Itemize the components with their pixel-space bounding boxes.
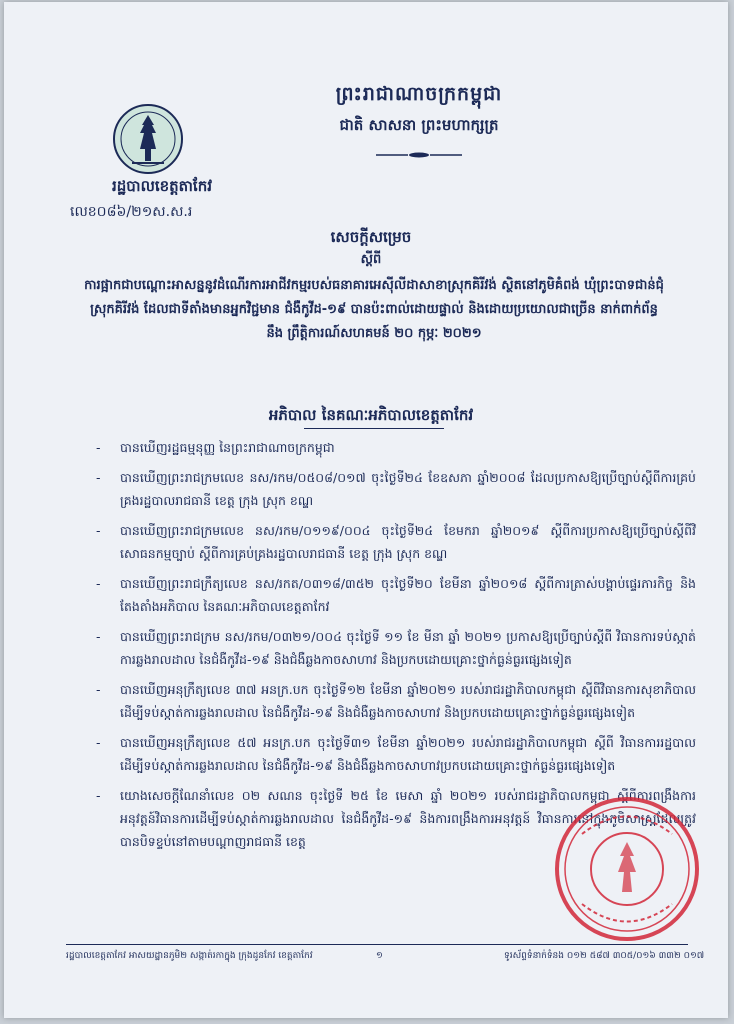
- clause-item: [96, 436, 696, 459]
- reference-number: លេខ០៨៦/២១ស.ស.រ: [70, 204, 193, 220]
- heading-underline: [304, 428, 444, 429]
- clause-marker: -: [96, 788, 101, 803]
- clause-marker: -: [96, 470, 101, 485]
- about-label: ស្តីពី: [360, 252, 382, 267]
- ornament-divider: [376, 152, 462, 158]
- clause-item: [96, 519, 696, 565]
- page-number: ១: [376, 951, 383, 961]
- governor-heading: អភិបាល នៃគណៈអភិបាលខេត្តតាកែវ: [268, 406, 474, 424]
- clause-marker: -: [96, 682, 101, 697]
- clause-text: បានឃើញរដ្ឋធម្មនុញ្ញ នៃព្រះរាជាណាចក្រកម្ពុជា: [120, 440, 335, 455]
- clause-marker: -: [96, 735, 101, 750]
- clause-item: [96, 678, 696, 724]
- province-office-name: រដ្ឋបាលខេត្តតាកែវ: [112, 177, 212, 195]
- decision-title: សេចក្តីសម្រេច: [330, 228, 412, 246]
- official-red-stamp: [552, 794, 702, 944]
- footer-phone: ទូរស័ព្ទទំនាក់ទំនង ០១២ ៥៨៧ ៣០៥/០១៦ ៣៣២ ០១៧: [504, 951, 705, 961]
- decision-subject: ការផ្អាកជាបណ្តោះអាសន្ននូវដំណើរការអាជីវកម្មរបស់ធនាគារអេស៊ីលីដាសាខាស្រុកគិរីវង់ ស្ថិតនៅភូមិគំពង់ ឃុំព្រះបាទជាន់ជុំ ស្រុកគិរីវង់ ដែលជាទីតាំងមានអ្នកវិជ្ជមាន ជំងឺកូវីដ-១៩ បានប៉ះពាល់ដោយផ្ទាល់ និងដោយប្រយោលជាច្រើន នាក់ពាក់ព័ន្ធនឹង ព្រឹត្តិការណ៍សហគមន៍ ២០ កុម្ភៈ ២០២១: [84, 278, 664, 341]
- clause-marker: -: [96, 629, 101, 644]
- clause-text: បានឃើញអនុក្រឹត្យលេខ ៥៧ អនក្រ.បក ចុះថ្ងៃទី៣១ ខែមីនា ឆ្នាំ២០២១ របស់រាជរដ្ឋាភិបាលកម្ពុជា ស្តីពី វិធានការរដ្ឋបាល ដើម្បីទប់ស្កាត់ការឆ្លងរាលដាល នៃជំងឺកូវីដ-១៩ និងជំងឺឆ្លងកាចសាហាវប្រកបដោយគ្រោះថ្នាក់ធ្ងន់ធ្ងរផ្សេងទៀត: [120, 735, 696, 773]
- clause-text: បានឃើញព្រះរាជក្រម នស/រកម/០៣២១/០០៤ ចុះថ្ងៃទី ១១ ខែ មីនា ឆ្នាំ ២០២១ ប្រកាសឱ្យប្រើច្បាប់ស្តីពី វិធានការទប់ស្កាត់ការឆ្លងរាលដាល នៃជំងឺកូវីដ-១៩ និងជំងឺឆ្លងកាចសាហាវ និងប្រកបដោយគ្រោះថ្នាក់ធ្ងន់ធ្ងរផ្សេងទៀត: [120, 629, 696, 667]
- national-motto: ជាតិ សាសនា ព្រះមហាក្សត្រ: [339, 116, 499, 134]
- provincial-seal-logo: [112, 103, 184, 175]
- clause-item: [96, 625, 696, 671]
- clause-item: [96, 572, 696, 618]
- footer-divider: [66, 944, 688, 945]
- clause-text: បានឃើញព្រះរាជក្រមលេខ នស/រកម/០១១៩/០០៤ ចុះថ្ងៃទី២៤ ខែមករា ឆ្នាំ២០១៩ ស្តីពីការប្រកាសឱ្យប្រើច្បាប់ស្តីពីវិសោធនកម្មច្បាប់ ស្តីពីការគ្រប់គ្រងរដ្ឋបាលរាជធានី ខេត្ត ក្រុង ស្រុក ខណ្ឌ: [120, 523, 696, 561]
- clause-item: [96, 466, 696, 512]
- footer-address: រដ្ឋបាលខេត្តតាកែវ អាសយដ្ឋានភូមិ២ សង្កាត់រកាក្នុង ក្រុងដូនកែវ ខេត្តតាកែវ: [66, 951, 313, 961]
- clause-marker: -: [96, 440, 101, 455]
- clause-text: បានឃើញអនុក្រឹត្យលេខ ៣៧ អនក្រ.បក ចុះថ្ងៃទី១២ ខែមីនា ឆ្នាំ២០២១ របស់រាជរដ្ឋាភិបាលកម្ពុជា ស្តីពីវិធានការសុខាភិបាលដើម្បីទប់ស្កាត់ការឆ្លងរាលដាល នៃជំងឺកូវីដ-១៩ និងជំងឺឆ្លងកាចសាហាវ និងប្រកបដោយគ្រោះថ្នាក់ធ្ងន់ធ្ងរផ្សេងទៀត: [120, 682, 696, 720]
- kingdom-heading: ព្រះរាជាណាចក្រកម្ពុជា: [335, 83, 503, 105]
- clause-text: បានឃើញព្រះរាជក្រឹត្យលេខ នស/រកត/០៣១៨/៣៥២ ចុះថ្ងៃទី២០ ខែមីនា ឆ្នាំ២០១៨ ស្តីពីការត្រាស់បង្គាប់ផ្ទេរភារកិច្ច និងតែងតាំងអភិបាល នៃគណៈអភិបាលខេត្តតាកែវ: [120, 576, 696, 614]
- document-page: [4, 2, 728, 1018]
- clause-text: យោងសេចក្តីណែនាំលេខ ០២ សណន ចុះថ្ងៃទី ២៥ ខែ មេសា ឆ្នាំ ២០២១ របស់រាជរដ្ឋាភិបាលកម្ពុជា ស្តីពីការពង្រឹងការអនុវត្តន៍វិធានការដើម្បីទប់ស្កាត់ការឆ្លងរាលដាល នៃជំងឺកូវីដ-១៩ និងការពង្រឹងការអនុវត្តន៍ វិធានការនៅក្នុងភូមិសាស្ត្រដែលត្រូវបានបិទខ្ទប់នៅតាមបណ្តាញរាជធានី ខេត្ត: [120, 788, 696, 849]
- clause-marker: -: [96, 523, 101, 538]
- clause-item: [96, 731, 696, 777]
- clause-marker: -: [96, 576, 101, 591]
- clause-text: បានឃើញព្រះរាជក្រមលេខ នស/រកម/០៥០៨/០១៧ ចុះថ្ងៃទី២៤ ខែឧសភា ឆ្នាំ២០០៨ ដែលប្រកាសឱ្យប្រើច្បាប់ស្តីពីការគ្រប់គ្រងរដ្ឋបាលរាជធានី ខេត្ត ក្រុង ស្រុក ខណ្ឌ: [120, 470, 696, 508]
